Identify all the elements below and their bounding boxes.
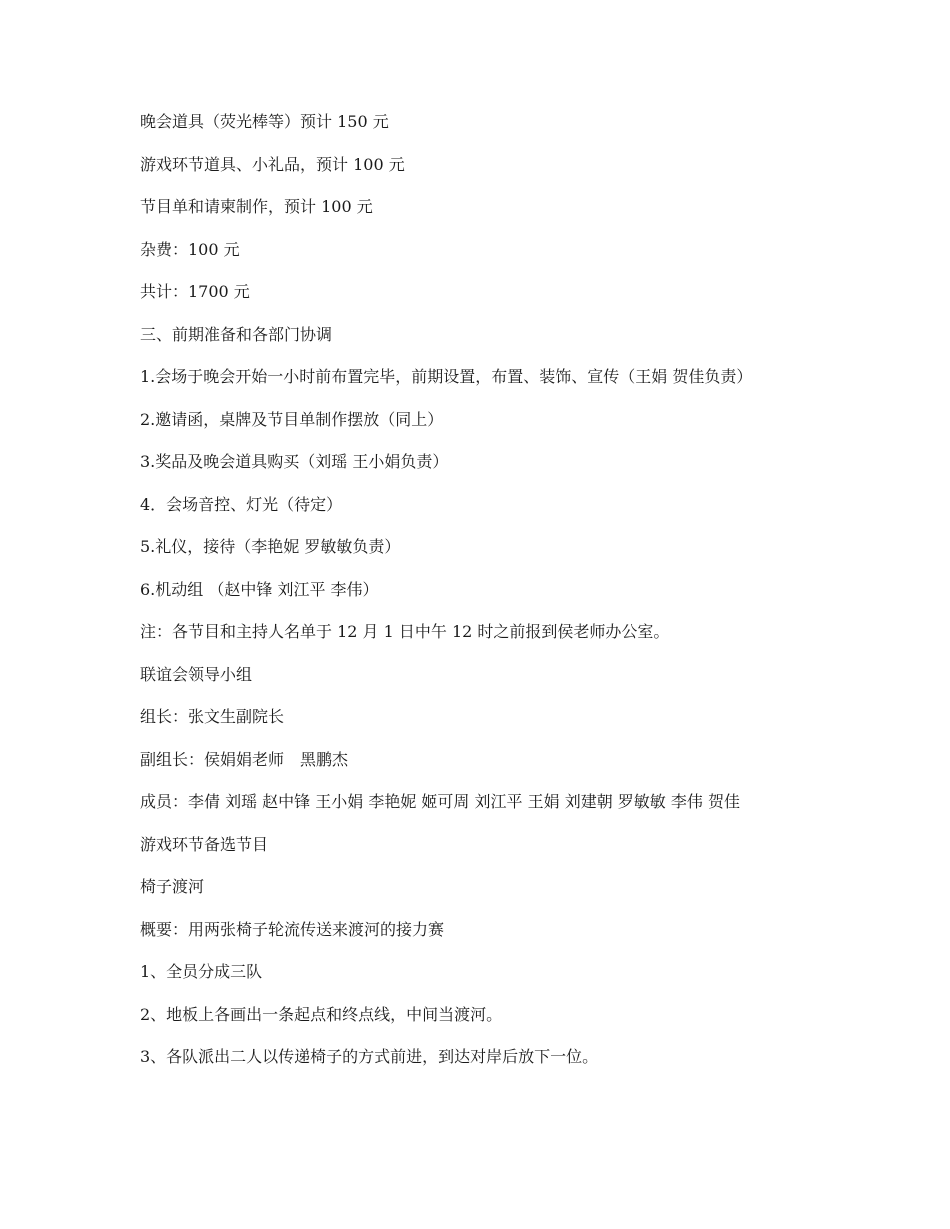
prep-item-2: 2.邀请函，桌牌及节目单制作摆放（同上） [140,409,444,429]
game-step-3: 3、各队派出二人以传递椅子的方式前进，到达对岸后放下一位。 [140,1047,599,1066]
prep-item-3: 3.奖品及晚会道具购买（刘瑶 王小娟负责） [140,452,449,471]
game-summary: 概要：用两张椅子轮流传送来渡河的接力赛 [140,919,445,939]
prep-item-5: 5.礼仪，接待（李艳妮 罗敏敏负责） [140,537,401,556]
document-body [140,110,805,1088]
budget-program-line: 节目单和请柬制作，预计 100 元 [140,197,373,216]
note-line: 注：各节目和主持人名单于 12 月 1 日中午 12 时之前报到侯老师办公室。 [140,622,670,641]
game-title: 椅子渡河 [140,877,205,896]
prep-item-6: 6.机动组 （赵中锋 刘江平 李伟） [140,579,379,599]
budget-misc-line: 杂费：100 元 [140,239,240,259]
games-heading: 游戏环节备选节目 [140,834,269,854]
prep-item-4: 4．会场音控、灯光（待定） [140,494,343,514]
budget-game-items-line: 游戏环节道具、小礼品，预计 100 元 [140,154,405,174]
budget-props-line: 晚会道具（荧光棒等）预计 150 元 [140,112,389,131]
game-step-2: 2、地板上各画出一条起点和终点线，中间当渡河。 [140,1004,503,1024]
prep-item-1: 1.会场于晚会开始一小时前布置完毕，前期设置，布置、装饰、宣传（王娟 贺佳负责） [140,367,753,386]
game-step-1: 1、全员分成三队 [140,962,263,981]
section-heading-preparation: 三、前期准备和各部门协调 [140,324,333,344]
budget-total-line: 共计：1700 元 [140,282,250,301]
leader-line: 组长：张文生副院长 [140,707,285,726]
deputy-leader-line: 副组长：侯娟娟老师 黑鹏杰 [140,749,349,769]
members-line: 成员：李倩 刘瑶 赵中锋 王小娟 李艳妮 姬可周 刘江平 王娟 刘建朝 罗敏敏 李伟 贺佳 [140,792,740,811]
leadership-heading: 联谊会领导小组 [140,664,253,684]
